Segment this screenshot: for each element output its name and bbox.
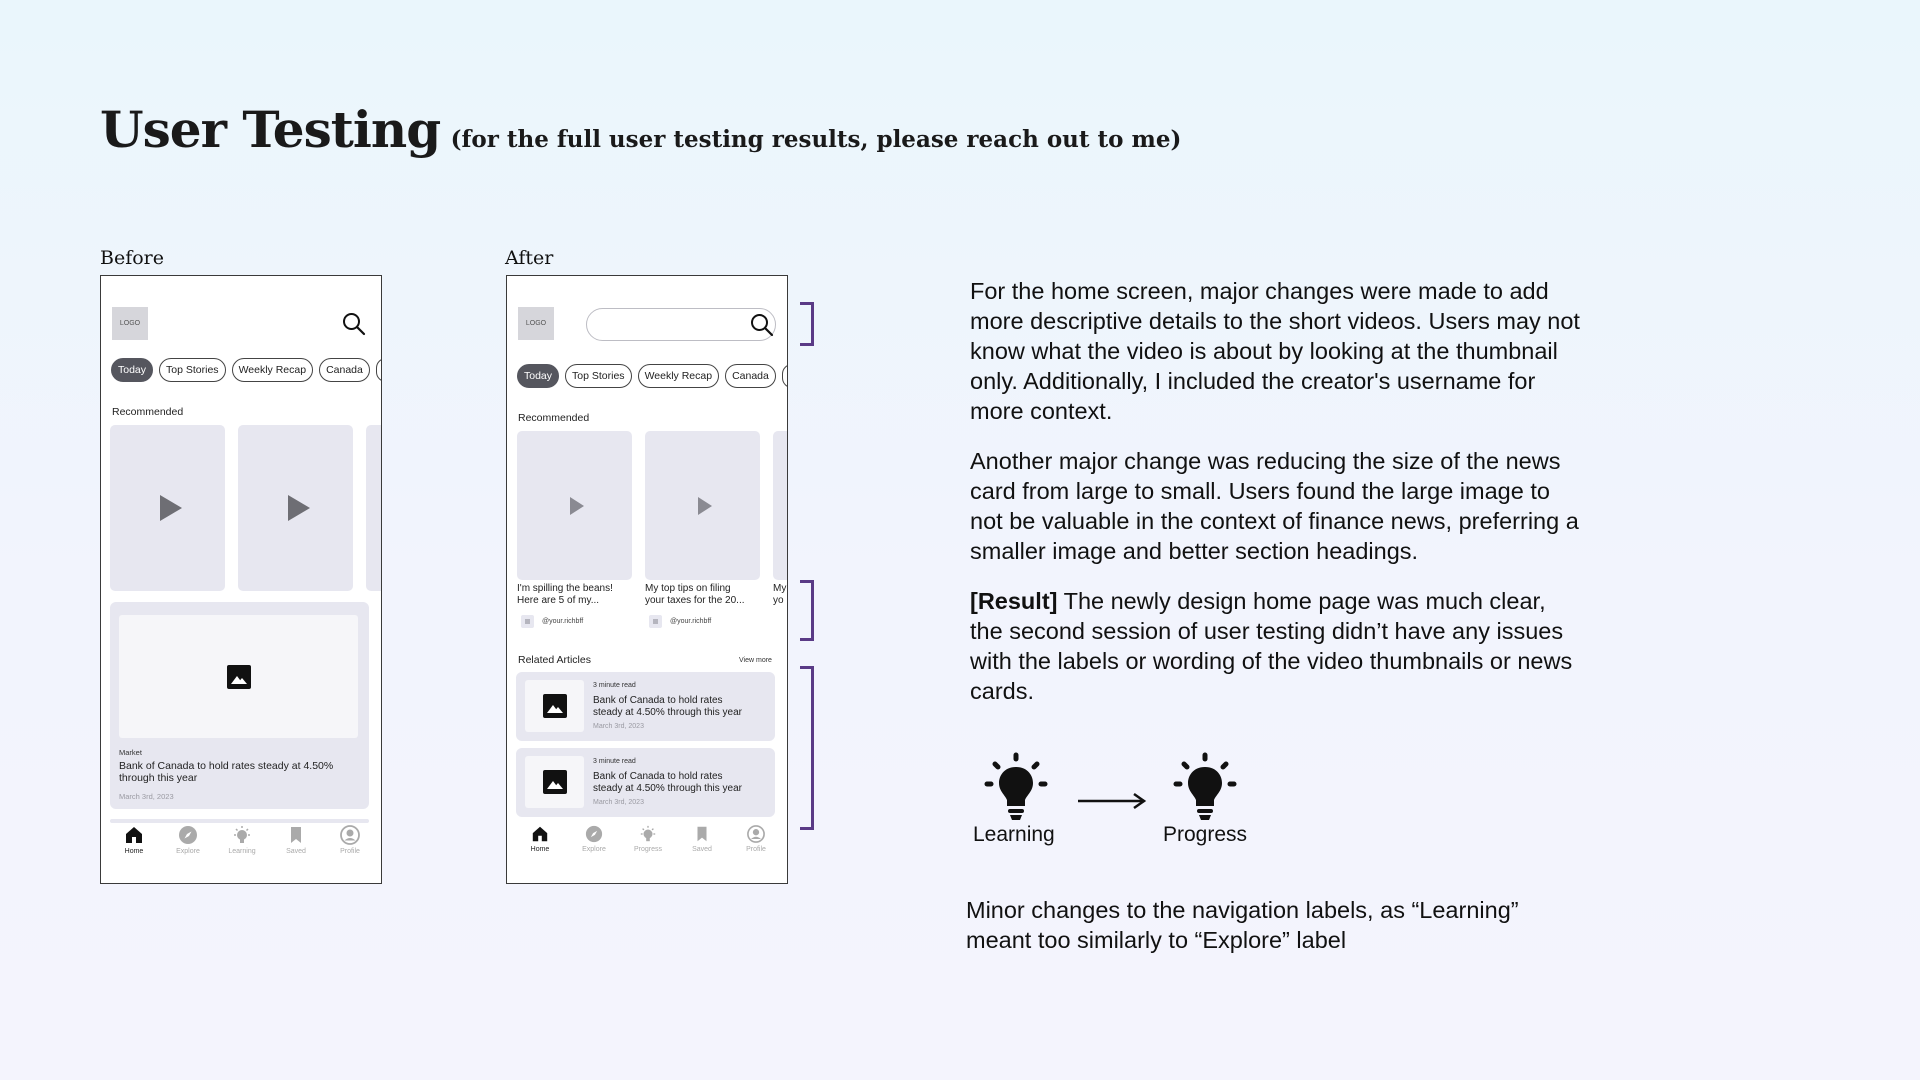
video-thumbnail-partial[interactable] (773, 431, 788, 580)
avatar (521, 615, 534, 628)
title-line: steady at 4.50% through this year (593, 707, 742, 718)
chip-today[interactable]: Today (517, 364, 559, 388)
result-tag: [Result] (970, 588, 1058, 614)
title-main: User Testing (100, 100, 441, 159)
result-text: The newly design home page was much clear, the second session of user testing didn’t have any issues with the labels or wording of the video thumbnails or news cards. (970, 588, 1573, 704)
nav-label: Explore (176, 848, 200, 855)
page-title (100, 100, 1181, 159)
video-thumbnail[interactable] (238, 425, 353, 591)
news-card-large[interactable] (110, 602, 369, 809)
before-label: Before (100, 247, 165, 269)
label-from: Learning (973, 823, 1055, 846)
article-card[interactable] (516, 748, 775, 817)
related-articles-label: Related Articles (518, 654, 591, 666)
news-category: Market (119, 748, 142, 757)
nav-saved[interactable] (272, 825, 320, 875)
arrow-right-icon (1076, 791, 1148, 816)
nav-label: Saved (692, 846, 712, 853)
caption-line: I'm spilling the beans! (517, 583, 613, 594)
chip-canada[interactable]: Canada (725, 364, 776, 388)
nav-home[interactable] (110, 825, 158, 875)
nav-saved[interactable] (678, 825, 726, 875)
category-chips (517, 364, 788, 388)
nav-label: Home (530, 846, 550, 853)
nav-label: Saved (286, 848, 306, 855)
chip-canada[interactable]: Canada (319, 358, 370, 382)
search-icon[interactable] (749, 312, 775, 343)
search-input[interactable] (586, 308, 776, 341)
logo-placeholder: LOGO (518, 307, 554, 340)
title-line: Bank of Canada to hold rates (593, 771, 723, 782)
nav-home[interactable] (516, 825, 564, 875)
bottom-nav (101, 825, 382, 875)
play-icon (698, 497, 712, 515)
category-chips (111, 358, 382, 382)
video-caption-partial (773, 583, 788, 607)
nav-explore[interactable] (164, 825, 212, 875)
nav-learning[interactable] (218, 825, 266, 875)
chip-top-stories[interactable]: Top Stories (159, 358, 226, 382)
read-time: 3 minute read (593, 758, 636, 765)
chip-weekly-recap[interactable]: Weekly Recap (638, 364, 720, 388)
chip-today[interactable]: Today (111, 358, 153, 382)
compass-icon (178, 825, 198, 845)
next-card-peek (110, 819, 369, 823)
article-card[interactable] (516, 672, 775, 741)
logo-placeholder: LOGO (112, 307, 148, 340)
chip-overflow[interactable] (376, 358, 382, 382)
bookmark-icon (693, 825, 711, 843)
bookmark-icon (286, 825, 306, 845)
chip-top-stories[interactable]: Top Stories (565, 364, 632, 388)
video-caption (645, 583, 763, 628)
creator-username: @your.richbff (670, 618, 712, 625)
read-time: 3 minute read (593, 682, 636, 689)
recommended-label: Recommended (112, 406, 184, 418)
news-image (119, 615, 358, 738)
title-subtitle: (for the full user testing results, please reach out to me) (450, 126, 1182, 153)
annotation-bracket-articles (800, 666, 814, 830)
chip-overflow[interactable] (782, 364, 788, 388)
nav-label: Explore (582, 846, 606, 853)
video-thumbnail[interactable] (517, 431, 632, 580)
paragraph-news-card: Another major change was reducing the size of the news card from large to small. Users found the large image to not be valuable in the context of finance news, preferring a smaller image and better section headings. (970, 448, 1579, 564)
caption-line: your taxes for the 20... (645, 595, 745, 606)
nav-label: Profile (746, 846, 766, 853)
chip-weekly-recap[interactable]: Weekly Recap (232, 358, 314, 382)
home-icon (531, 825, 549, 843)
play-icon (160, 495, 182, 521)
creator-username: @your.richbff (542, 618, 584, 625)
nav-label: Home (124, 848, 144, 855)
view-more-link[interactable]: View more (739, 657, 772, 664)
caption-line: Here are 5 of my... (517, 595, 600, 606)
article-image (525, 680, 584, 732)
article-image (525, 756, 584, 808)
annotation-bracket-captions (800, 580, 814, 641)
nav-label: Learning (228, 848, 256, 855)
article-date: March 3rd, 2023 (593, 723, 644, 730)
paragraph-videos: For the home screen, major changes were made to add more descriptive details to the short videos. Users may not know what the video is about by looking at the thumbnail only. Additionally, I included the creator's username for more context. (970, 278, 1580, 424)
before-phone-mockup (100, 275, 382, 884)
article-date: March 3rd, 2023 (593, 799, 644, 806)
after-label: After (505, 247, 554, 269)
lightbulb-icon (232, 825, 252, 845)
image-icon (543, 694, 567, 718)
annotation-bracket-search (800, 302, 814, 346)
profile-icon (340, 825, 360, 845)
nav-profile[interactable] (326, 825, 374, 875)
paragraph-result (970, 586, 1580, 706)
profile-icon (747, 825, 765, 843)
avatar (649, 615, 662, 628)
title-line: steady at 4.50% through this year (593, 783, 742, 794)
image-icon (227, 665, 251, 689)
article-title (593, 771, 742, 795)
caption-line: My (773, 583, 787, 594)
nav-label: Profile (340, 848, 360, 855)
caption-line: My top tips on filing (645, 583, 731, 594)
creator-row[interactable] (649, 615, 763, 628)
article-title (593, 695, 742, 719)
play-icon (288, 495, 310, 521)
paragraph-nav-labels: Minor changes to the navigation labels, as “Learning” meant too similarly to “Explore” label (966, 897, 1519, 953)
video-caption (517, 583, 635, 628)
lightbulb-icon (1172, 752, 1238, 827)
video-thumbnail[interactable] (645, 431, 760, 580)
search-icon[interactable] (341, 311, 367, 342)
lightbulb-icon (983, 752, 1049, 827)
recommended-label: Recommended (518, 412, 590, 424)
nav-progress[interactable] (624, 825, 672, 875)
title-line: Bank of Canada to hold rates (593, 695, 723, 706)
nav-profile[interactable] (732, 825, 780, 875)
home-icon (124, 825, 144, 845)
nav-explore[interactable] (570, 825, 618, 875)
caption-line: yo (773, 595, 784, 606)
play-icon (570, 497, 584, 515)
news-title: Bank of Canada to hold rates steady at 4.50% through this year (119, 760, 334, 784)
label-to: Progress (1163, 823, 1248, 846)
news-date: March 3rd, 2023 (119, 792, 174, 801)
video-thumbnail-partial[interactable] (366, 425, 382, 591)
image-icon (543, 770, 567, 794)
creator-row[interactable] (521, 615, 635, 628)
bottom-nav (507, 825, 788, 875)
lightbulb-icon (639, 825, 657, 843)
compass-icon (585, 825, 603, 843)
video-thumbnail[interactable] (110, 425, 225, 591)
after-phone-mockup (506, 275, 788, 884)
nav-label: Progress (633, 846, 662, 853)
